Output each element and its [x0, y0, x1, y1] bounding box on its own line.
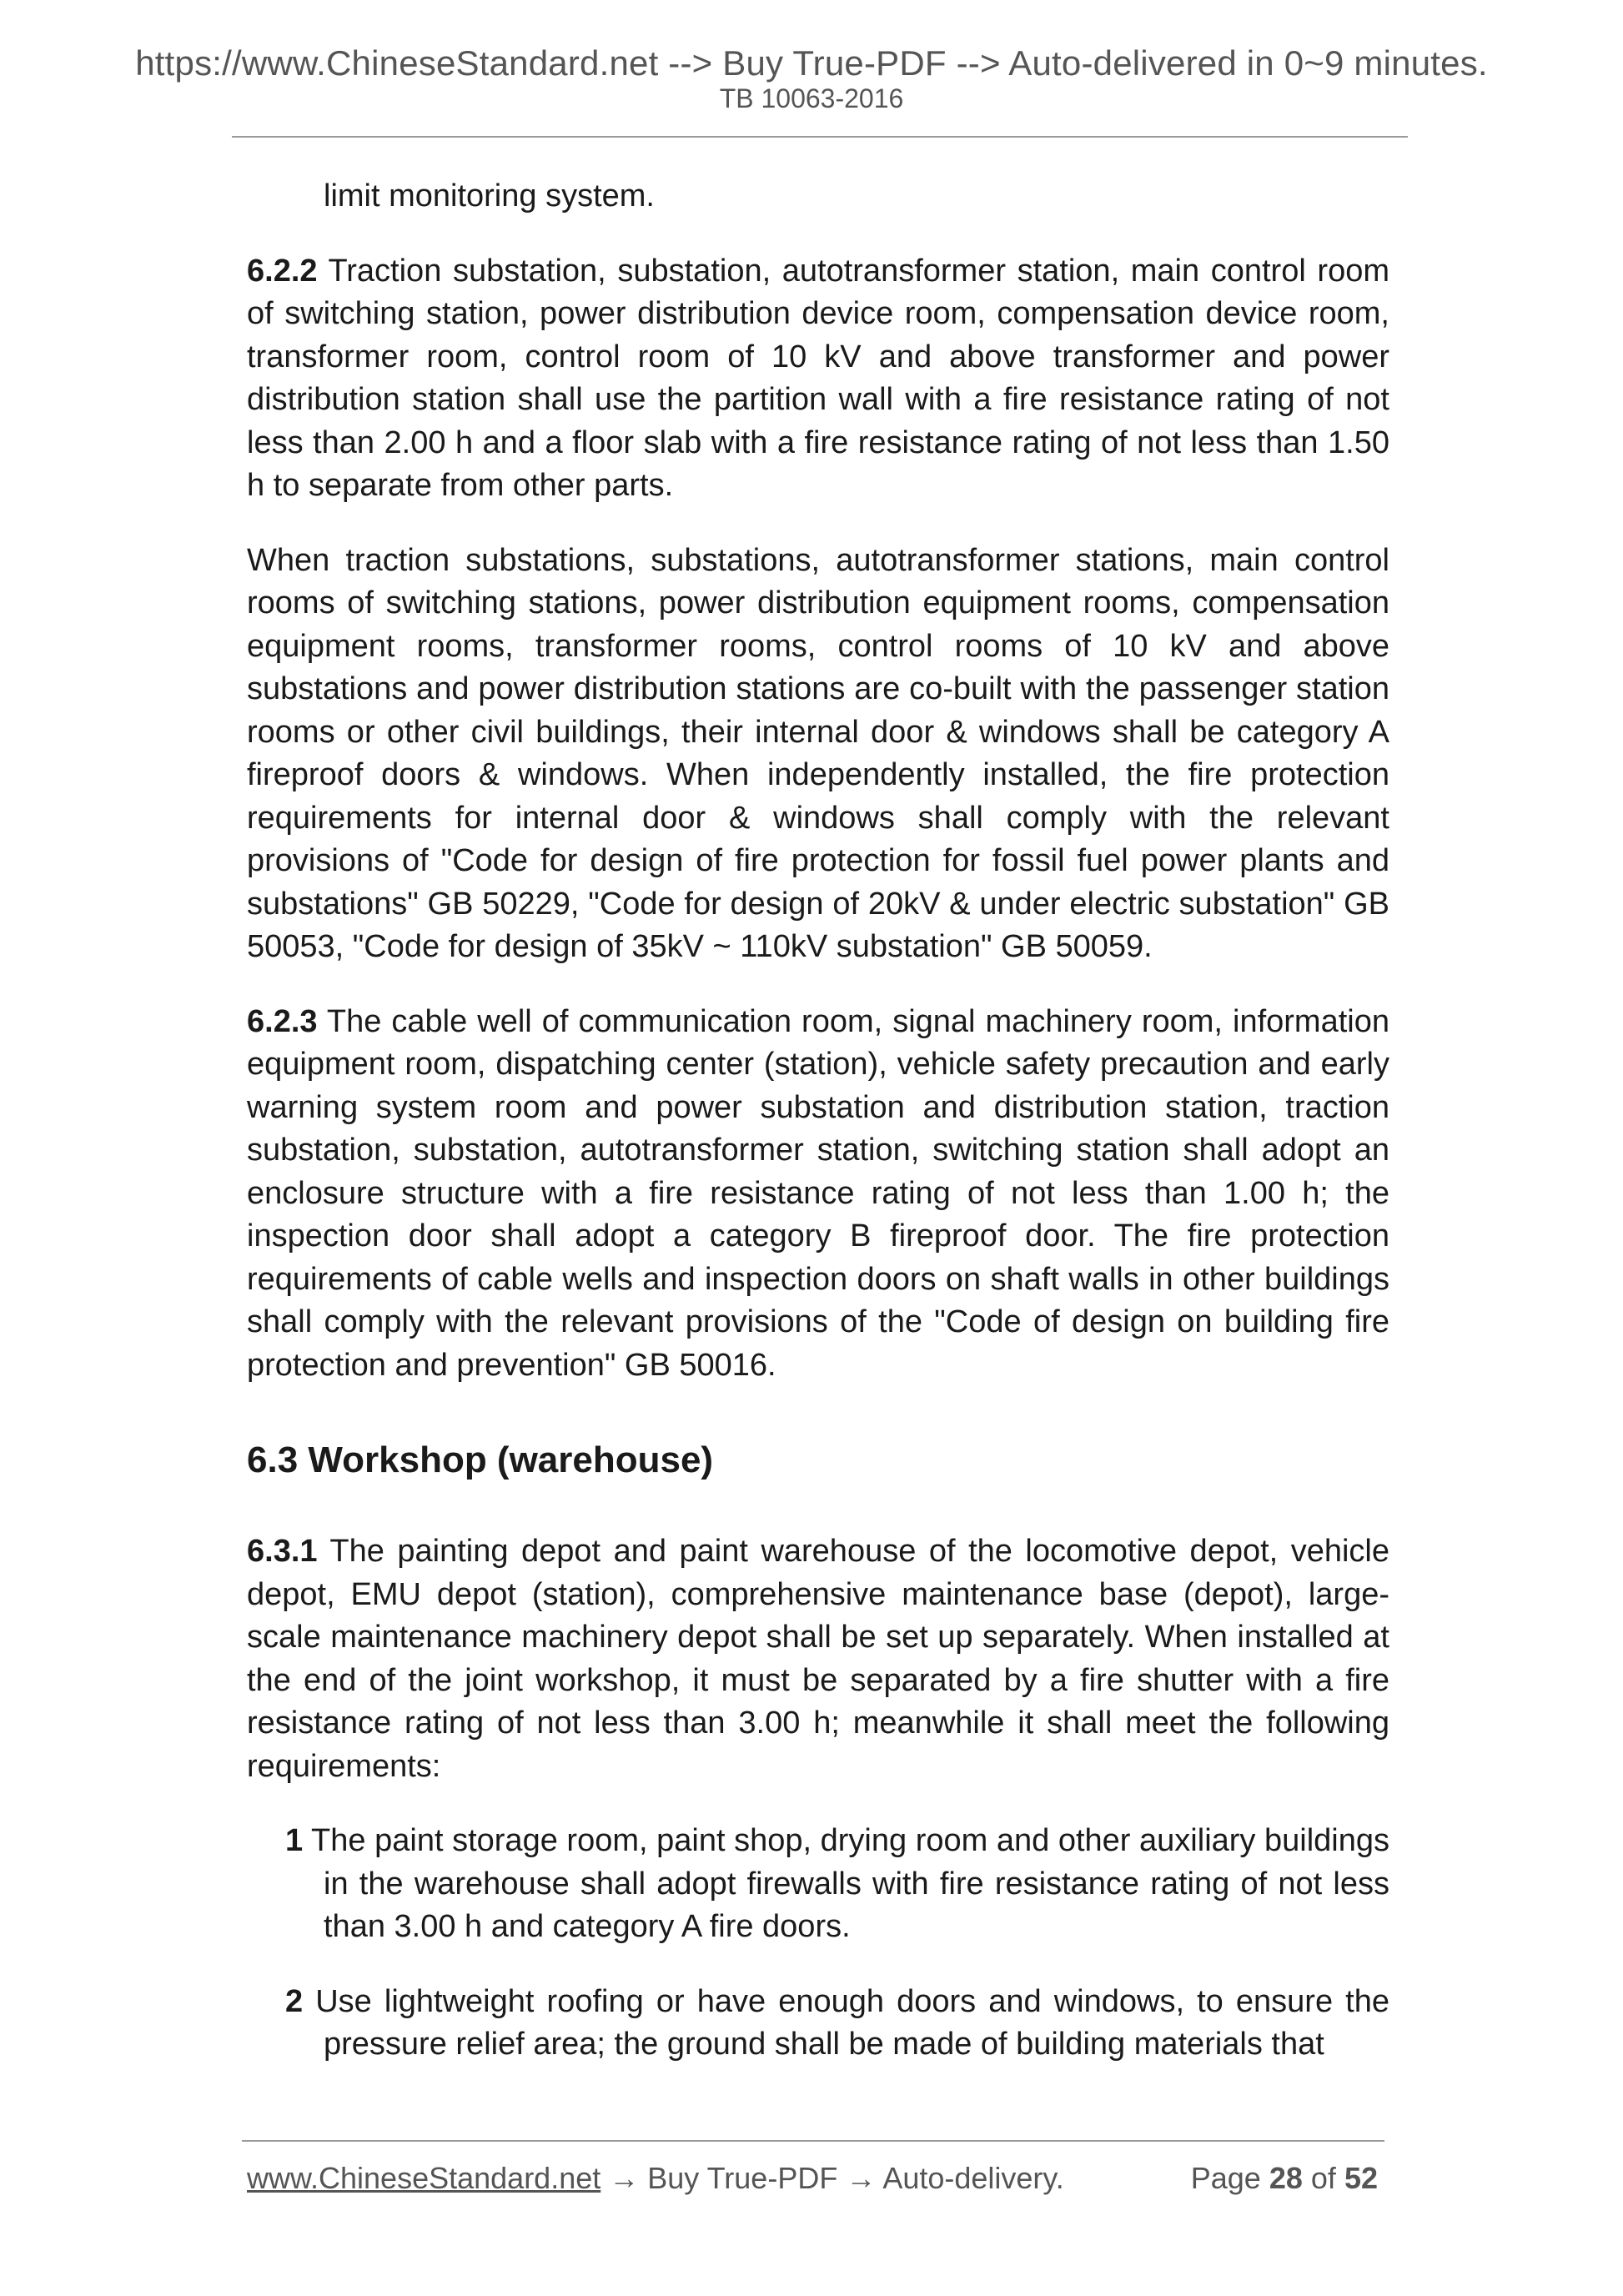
list-item — [247, 1820, 1389, 1949]
clause-6-2-2-paragraph-2: When traction substations, substations, autotransformer stations, main control rooms of switching stations, power distribution equipment rooms, compensation equipment rooms, transformer rooms, control rooms of 10 kV and above substations and power distribution stations are co-built with the passenger station rooms or other civil buildings, their internal door & windows shall be category A fireproof doors & windows. When independently installed, the fire protection requirements for internal door & windows shall comply with the relevant provisions of "Code for design of fire protection for fossil fuel power plants and substations" GB 50229, "Code for design of 20kV & under electric substation" GB 50053, "Code for design of 35kV ~ 110kV substation" GB 50059. — [247, 542, 1389, 964]
list-item-text: The paint storage room, paint shop, drying room and other auxiliary buildings in the warehouse shall adopt firewalls with fire resistance rating of not less than 3.00 h and category A fire doors. — [311, 1823, 1389, 1944]
section-heading: 6.3 Workshop (warehouse) — [247, 1439, 714, 1480]
clause-text: The painting depot and paint warehouse of the locomotive depot, vehicle depot, EMU depot (station), comprehensive maintenance base (depot), large-scale maintenance machinery depot shall be set up separately. When installed at the end of the joint workshop, it must be separated by a fire shutter with a fire resistance rating of not less than 3.00 h; meanwhile it shall meet the following requirements: — [247, 1534, 1390, 1784]
site-link[interactable]: www.ChineseStandard.net — [247, 2161, 601, 2195]
clause-number: 6.2.3 — [247, 1003, 318, 1039]
header-banner: https://www.ChineseStandard.net --> Buy True-PDF --> Auto-delivered in 0~9 minutes. — [135, 43, 1488, 83]
list-item-number: 2 — [285, 1983, 304, 2019]
standard-id: TB 10063-2016 — [719, 83, 904, 113]
clause-6-3-1 — [247, 1530, 1389, 1788]
page-of: of — [1310, 2161, 1336, 2195]
list-item-text: Use lightweight roofing or have enough doors and windows, to ensure the pressure relief area; the ground shall be made of building materials that — [315, 1983, 1389, 2062]
clause-6-2-2 — [247, 250, 1389, 508]
continuation-text: limit monitoring system. — [324, 178, 655, 214]
clause-number: 6.2.2 — [247, 253, 318, 289]
list-item-number: 1 — [285, 1823, 304, 1858]
page-footer — [247, 2161, 1389, 2196]
clause-number: 6.3.1 — [247, 1534, 318, 1569]
page-current: 28 — [1269, 2161, 1303, 2195]
clause-text: The cable well of communication room, signal machinery room, information equipment room, dispatching center (station), vehicle safety precaution and early warning system room and power substation and distribution station, traction substation, substation, autotransformer station, switching station shall adopt an enclosure structure with a fire resistance rating of not less than 1.00 h; the inspection door shall adopt a category B fireproof door. The fire protection requirements of cable wells and inspection doors on shaft walls in other buildings shall comply with the relevant provisions of the "Code of design on building fire protection and prevention" GB 50016. — [247, 1003, 1389, 1383]
footer-divider — [242, 2140, 1384, 2142]
clause-6-2-3 — [247, 1001, 1389, 1388]
page-total: 52 — [1344, 2161, 1378, 2195]
header-divider — [232, 136, 1408, 138]
page-label: Page — [1190, 2161, 1261, 2195]
clause-text: Traction substation, substation, autotransformer station, main control room of switching station, power distribution device room, compensation device room, transformer room, control room of 10 kV and above transformer and power distribution station shall use the partition wall with a fire resistance rating of not less than 2.00 h and a floor slab with a fire resistance rating of not less than 1.50 h to separate from other parts. — [247, 253, 1389, 503]
page-number — [1191, 2161, 1378, 2196]
footer-tagline: → Buy True-PDF → Auto-delivery. — [600, 2161, 1064, 2195]
page-content — [247, 175, 1389, 2067]
list-item — [247, 1981, 1389, 2067]
